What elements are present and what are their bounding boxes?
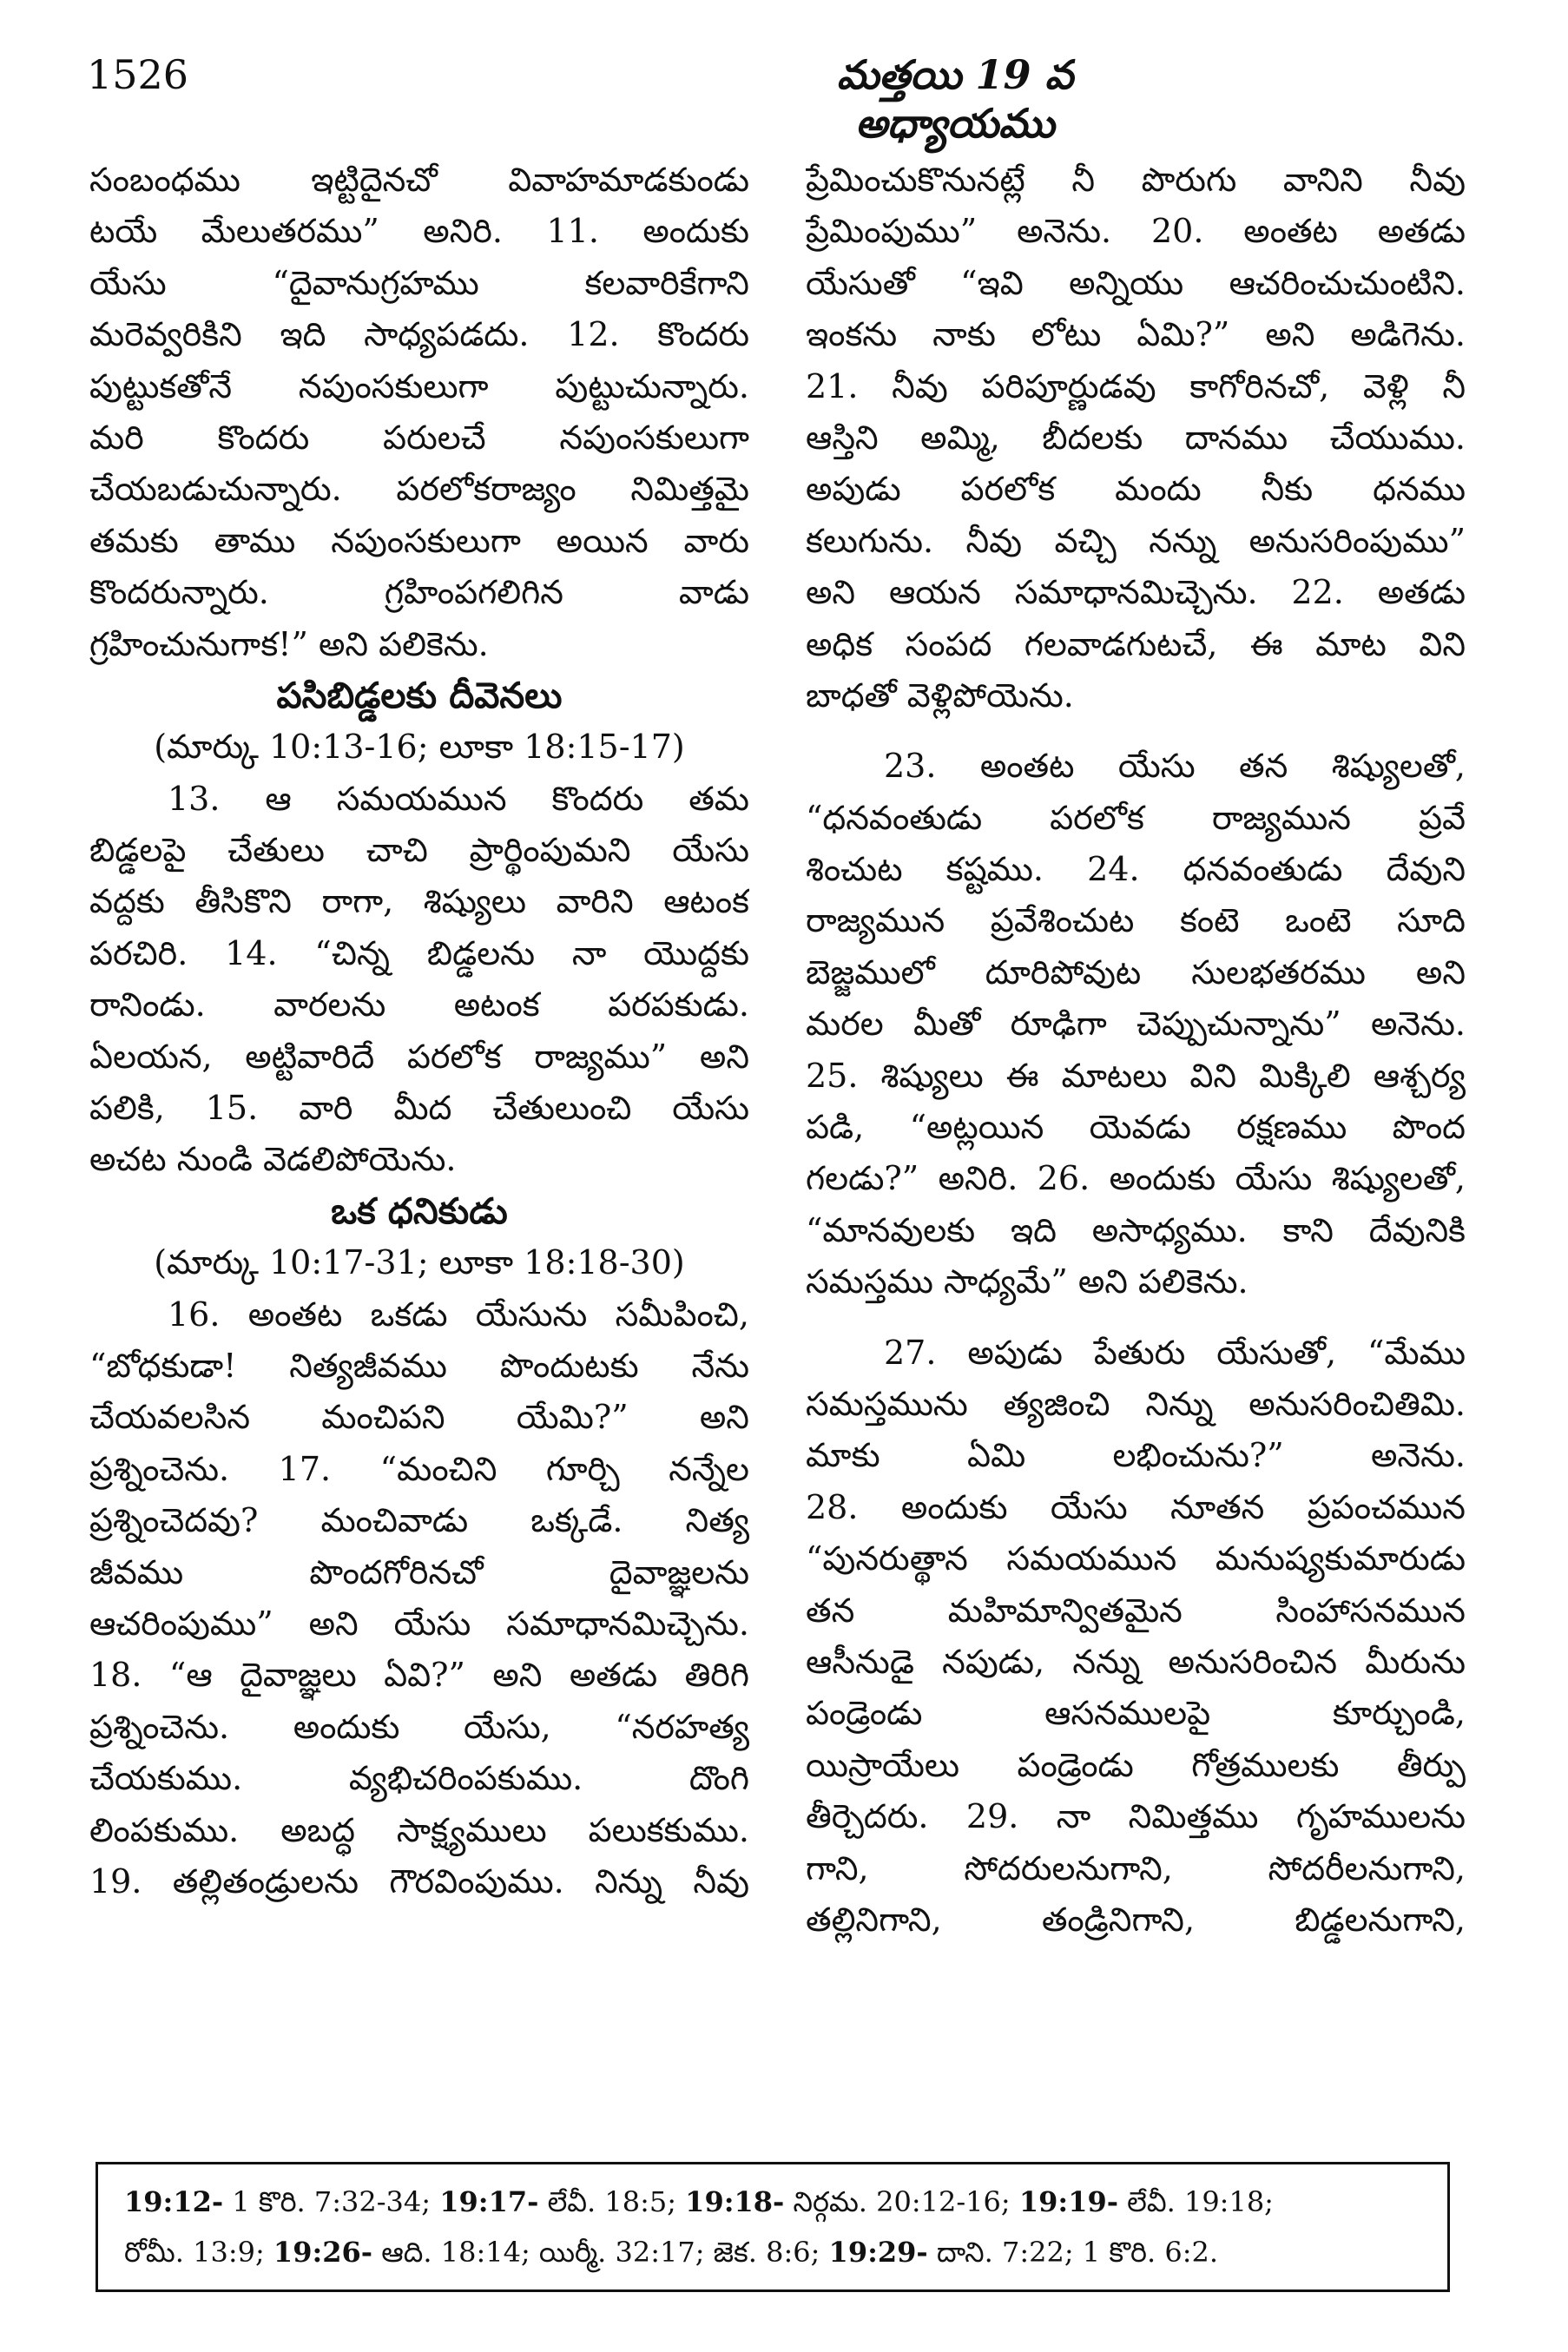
footnote-line xyxy=(124,2177,1421,2227)
footnote-verse-ref: 19:26- xyxy=(273,2236,373,2269)
footnote-citation: 1 కొరి. 7:32-34; xyxy=(223,2185,440,2218)
text-line: గ్రహించునుగాక!” అని పలికెను. xyxy=(89,624,489,663)
text-line: ఇంకను నాకు లోటు ఏమి?” అని అడిగెను. xyxy=(806,315,1466,354)
text-line: తమకు తాము నపుంసకులుగా అయిన వారు xyxy=(89,521,749,560)
text-line: గాని, సోదరులనుగాని, సోదరీలనుగాని, xyxy=(806,1848,1466,1888)
text-line: 28. అందుకు యేసు నూతన ప్రపంచమున xyxy=(806,1487,1466,1526)
parallel-reference: (మార్కు 10:17-31; లూకా 18:18-30) xyxy=(154,1243,685,1282)
cross-reference-footnotes xyxy=(96,2162,1450,2292)
text-line: లింపకుము. అబద్ధ సాక్ష్యములు పలుకకుము. xyxy=(89,1810,749,1849)
text-line: మరి కొందరు పరులచే నపుంసకులుగా xyxy=(89,418,749,457)
text-line: అపుడు పరలోక మందు నీకు ధనము xyxy=(806,470,1466,509)
text-line: కలుగును. నీవు వచ్చి నన్ను అనుసరింపుము” xyxy=(806,521,1466,560)
text-line: 16. అంతట ఒకడు యేసును సమీపించి, xyxy=(168,1295,749,1334)
text-line: ఆచరింపుము” అని యేసు సమాధానమిచ్చెను. xyxy=(89,1604,749,1643)
text-line: “మానవులకు ఇది అసాధ్యము. కాని దేవునికి xyxy=(806,1210,1466,1249)
text-line: ఆసీనుడై నపుడు, నన్ను అనుసరించిన మీరును xyxy=(806,1642,1466,1681)
text-line: అధిక సంపద గలవాడగుటచే, ఈ మాట విని xyxy=(806,624,1466,663)
paragraph-gap xyxy=(806,1308,1466,1328)
text-line: పలికి, 15. వారి మీద చేతులుంచి యేసు xyxy=(89,1089,749,1128)
text-line: సమస్తము సాధ్యమే” అని పలికెను. xyxy=(806,1262,1248,1301)
text-line: తన మహిమాన్వితమైన సింహాసనమున xyxy=(806,1591,1466,1630)
text-line: పరచిరి. 14. “చిన్న బిడ్డలను నా యొద్దకు xyxy=(89,933,749,972)
text-line: ప్రేమింపుము” అనెను. 20. అంతట అతడు xyxy=(806,212,1466,251)
footnote-verse-ref: 19:18- xyxy=(685,2185,785,2218)
text-line: 23. అంతట యేసు తన శిష్యులతో, xyxy=(884,747,1466,786)
text-line: పడి, “అట్లయిన యెవడు రక్షణము పొంద xyxy=(806,1108,1466,1147)
text-line: ప్రశ్నించెను. 17. “మంచిని గూర్చి నన్నేల xyxy=(89,1449,749,1488)
text-line: యేసు “దైవానుగ్రహము కలవారికేగాని xyxy=(89,263,749,302)
right-text-column xyxy=(806,155,1466,1946)
text-line: టయే మేలుతరము” అనిరి. 11. అందుకు xyxy=(89,212,749,251)
text-line: ప్రేమించుకొనునట్లే నీ పొరుగు వానిని నీవు xyxy=(806,161,1466,199)
text-line: అచట నుండి వెడలిపోయెను. xyxy=(89,1140,457,1179)
text-line: వద్దకు తీసికొని రాగా, శిష్యులు వారిని ఆటంక xyxy=(89,882,749,921)
paragraph-gap xyxy=(806,721,1466,741)
text-line: రాజ్యమున ప్రవేశించుట కంటె ఒంటె సూది xyxy=(806,901,1466,940)
section-heading: పసిబిడ్డలకు దీవెనలు xyxy=(276,674,563,716)
footnote-citation: రోమీ. 13:9; xyxy=(124,2236,273,2269)
text-line: ఆస్తిని అమ్మి, బీదలకు దానము చేయుము. xyxy=(806,418,1466,457)
text-line: చేయకుము. వ్యభిచరింపకుము. దొంగి xyxy=(89,1759,749,1798)
text-line: మరల మీతో రూఢిగా చెప్పుచున్నాను” అనెను. xyxy=(806,1005,1466,1044)
text-line: యేసుతో “ఇవి అన్నియు ఆచరించుచుంటిని. xyxy=(806,263,1466,302)
page-number: 1526 xyxy=(87,51,189,98)
text-line: రానిండు. వారలను అటంక పరపకుడు. xyxy=(89,985,749,1024)
footnote-line xyxy=(124,2227,1421,2277)
footnote-verse-ref: 19:19- xyxy=(1018,2185,1118,2218)
text-line: మరెవ్వరికిని ఇది సాధ్యపడదు. 12. కొందరు xyxy=(89,315,749,354)
text-line: జీవము పొందగోరినచో దైవాజ్ఞలను xyxy=(89,1552,749,1591)
text-line: పుట్టుకతోనే నపుంసకులుగా పుట్టుచున్నారు. xyxy=(89,366,749,405)
text-line: బెజ్జములో దూరిపోవుట సులభతరము అని xyxy=(806,952,1466,992)
text-line: చేయవలసిన మంచిపని యేమి?” అని xyxy=(89,1398,749,1437)
text-line: అని ఆయన సమాధానమిచ్చెను. 22. అతడు xyxy=(806,573,1466,612)
footnote-verse-ref: 19:12- xyxy=(124,2185,224,2218)
text-line: ప్రశ్నించెను. అందుకు యేసు, “నరహత్య xyxy=(89,1707,749,1746)
text-line: “బోధకుడా! నిత్యజీవము పొందుటకు నేను xyxy=(89,1346,749,1385)
text-line: ఏలయన, అట్టివారిదే పరలోక రాజ్యము” అని xyxy=(89,1037,749,1076)
text-line: “పునరుత్థాన సమయమున మనుష్యకుమారుడు xyxy=(806,1539,1466,1578)
footnote-citation: లేవీ. 19:18; xyxy=(1118,2185,1274,2218)
running-title: మత్తయి 19 వ అధ్యాయము xyxy=(836,51,1074,147)
parallel-reference: (మార్కు 10:13-16; లూకా 18:15-17) xyxy=(154,728,685,767)
text-line: బాధతో వెళ్లిపోయెను. xyxy=(806,675,1074,715)
footnote-citation: దాని. 7:22; 1 కొరి. 6:2. xyxy=(927,2236,1219,2269)
footnote-verse-ref: 19:29- xyxy=(828,2236,928,2269)
text-line: కొందరున్నారు. గ్రహింపగలిగిన వాడు xyxy=(89,573,749,612)
footnote-citation: నిర్గమ. 20:12-16; xyxy=(784,2185,1019,2218)
footnote-citation: లేవీ. 18:5; xyxy=(538,2185,686,2218)
text-line: తల్లినిగాని, తండ్రినిగాని, బిడ్డలనుగాని, xyxy=(806,1900,1466,1939)
text-line: 27. అపుడు పేతురు యేసుతో, “మేము xyxy=(884,1333,1466,1372)
text-line: 18. “ఆ దైవాజ్ఞలు ఏవి?” అని అతడు తిరిగి xyxy=(89,1656,749,1695)
text-line: 21. నీవు పరిపూర్ణుడవు కాగోరినచో, వెళ్లి నీ xyxy=(806,366,1466,405)
section-heading: ఒక ధనికుడు xyxy=(331,1189,508,1232)
text-line: తీర్చెదరు. 29. నా నిమిత్తము గృహములను xyxy=(806,1797,1466,1836)
left-text-column xyxy=(89,155,749,1907)
text-line: 13. ఆ సమయమున కొందరు తమ xyxy=(168,779,749,818)
text-line: 19. తల్లితండ్రులను గౌరవింపుము. నిన్ను నీవు xyxy=(89,1861,749,1901)
text-line: ప్రశ్నించెదవు? మంచివాడు ఒక్కడే. నిత్య xyxy=(89,1501,749,1540)
text-line: మాకు ఏమి లభించును?” అనెను. xyxy=(806,1436,1466,1475)
text-line: పండ్రెండు ఆసనములపై కూర్చుండి, xyxy=(806,1694,1466,1733)
text-line: శించుట కష్టము. 24. ధనవంతుడు దేవుని xyxy=(806,850,1466,889)
text-line: యిస్రాయేలు పండ్రెండు గోత్రములకు తీర్పు xyxy=(806,1745,1466,1784)
footnote-verse-ref: 19:17- xyxy=(439,2185,539,2218)
text-line: “ధనవంతుడు పరలోక రాజ్యమున ప్రవే xyxy=(806,798,1466,837)
text-line: సంబంధము ఇట్టిదైనచో వివాహమాడకుండు xyxy=(89,161,749,199)
footnote-citation: ఆది. 18:14; యిర్మీ. 32:17; జెక. 8:6; xyxy=(372,2236,829,2269)
text-line: గలడు?” అనిరి. 26. అందుకు యేసు శిష్యులతో, xyxy=(806,1159,1466,1198)
text-line: బిడ్డలపై చేతులు చాచి ప్రార్థింపుమని యేసు xyxy=(89,831,749,870)
text-line: చేయబడుచున్నారు. పరలోకరాజ్యం నిమిత్తమై xyxy=(89,470,749,509)
text-line: సమస్తమును త్యజించి నిన్ను అనుసరించితిమి. xyxy=(806,1384,1466,1423)
text-line: 25. శిష్యులు ఈ మాటలు విని మిక్కిలి ఆశ్చర్య xyxy=(806,1056,1466,1095)
